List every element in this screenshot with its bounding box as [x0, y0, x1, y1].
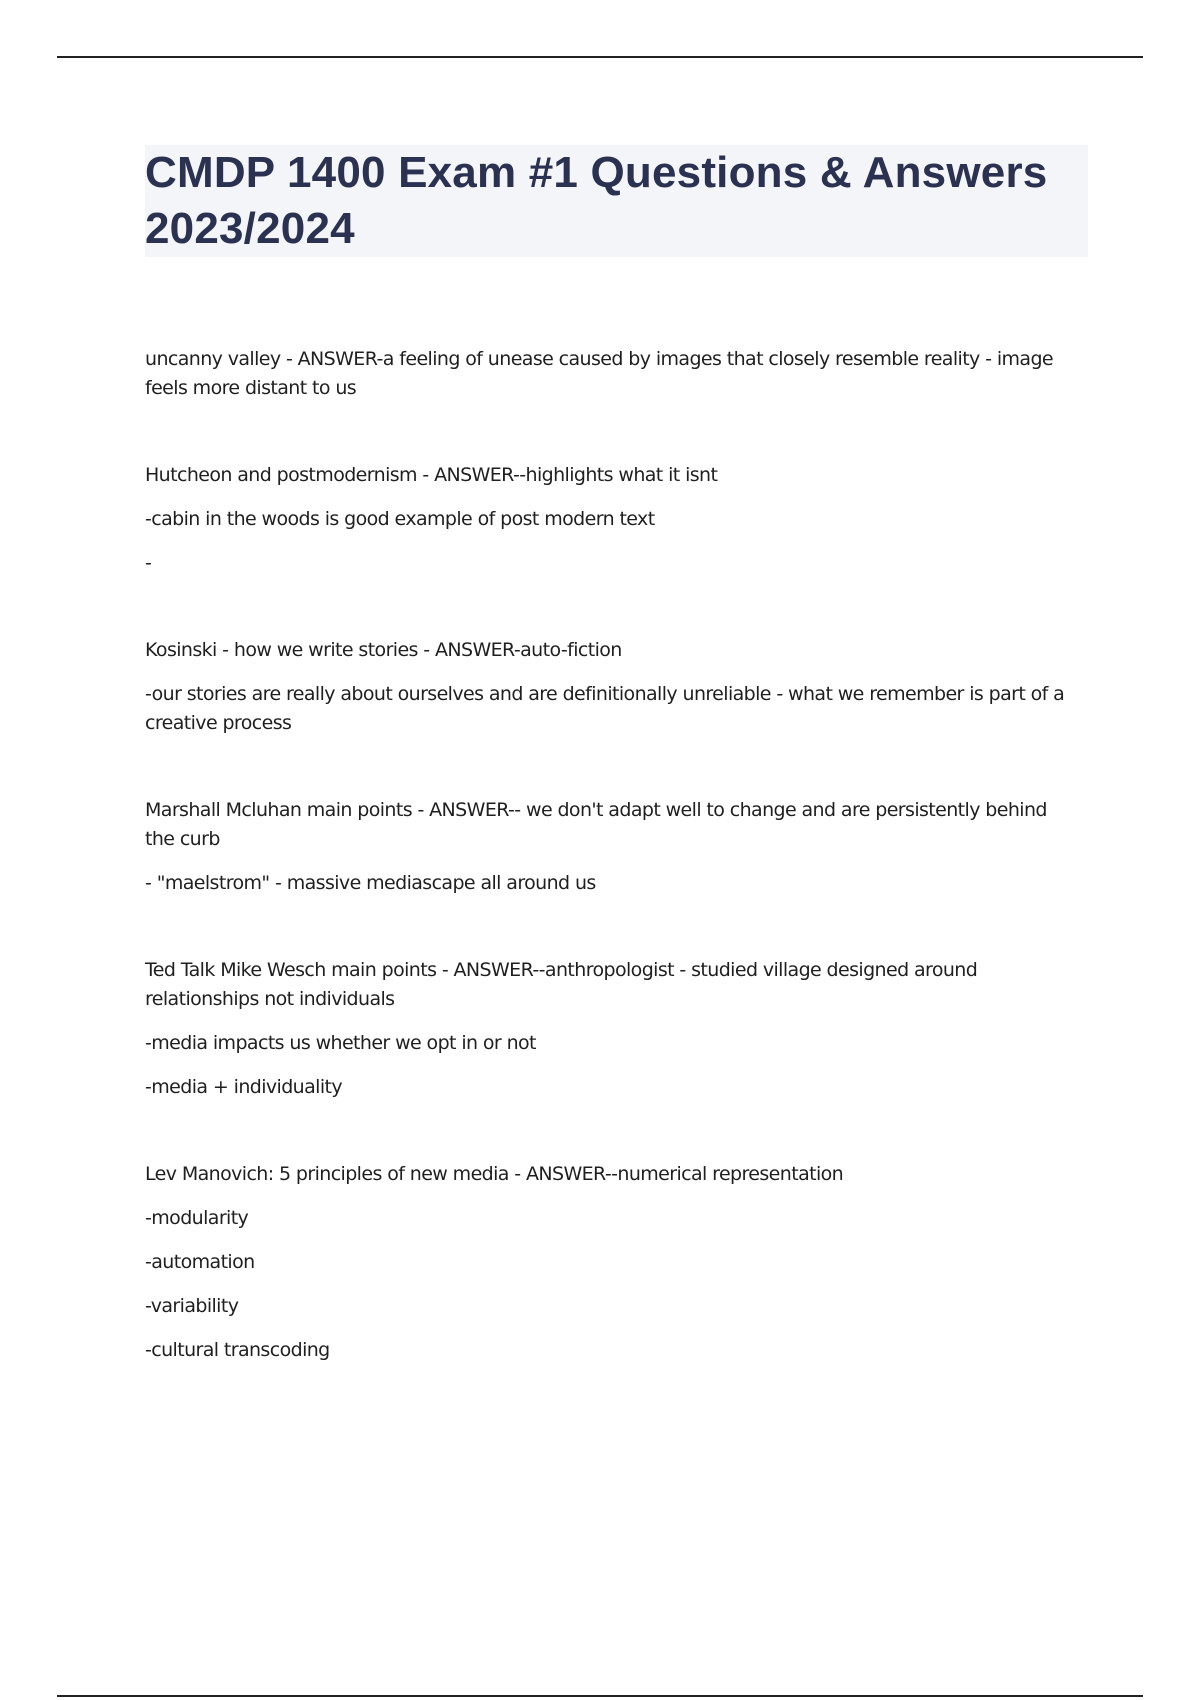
qa-line: -our stories are really about ourselves and are definitionally unreliable - what we remember is part of a creative process	[145, 683, 1065, 734]
document-title: CMDP 1400 Exam #1 Questions & Answers 2023/2024	[145, 148, 1048, 253]
qa-item	[145, 636, 1080, 738]
qa-line: -media impacts us whether we opt in or not	[145, 1032, 536, 1054]
qa-item	[145, 956, 1080, 1102]
qa-item	[145, 345, 1080, 403]
footer-rule	[57, 1695, 1143, 1697]
qa-line: Marshall Mcluhan main points - ANSWER-- we don't adapt well to change and are persistently behind the curb	[145, 799, 1047, 850]
qa-line: Lev Manovich: 5 principles of new media - ANSWER--numerical representation	[145, 1163, 844, 1185]
qa-line: Kosinski - how we write stories - ANSWER-auto-fiction	[145, 639, 622, 661]
qa-item	[145, 796, 1080, 898]
header-rule	[57, 56, 1143, 58]
qa-line: -	[145, 552, 152, 574]
qa-line: -cabin in the woods is good example of post modern text	[145, 508, 655, 530]
title-banner	[145, 145, 1088, 257]
qa-line: - "maelstrom" - massive mediascape all around us	[145, 872, 596, 894]
qa-line: -variability	[145, 1295, 239, 1317]
qa-line: -media + individuality	[145, 1076, 343, 1098]
qa-line: Ted Talk Mike Wesch main points - ANSWER--anthropologist - studied village designed around relationships not individuals	[145, 959, 978, 1010]
qa-line: uncanny valley - ANSWER-a feeling of unease caused by images that closely resemble reality - image feels more distant to us	[145, 348, 1054, 399]
qa-item	[145, 461, 1080, 578]
qa-line: -cultural transcoding	[145, 1339, 330, 1361]
qa-line: Hutcheon and postmodernism - ANSWER--highlights what it isnt	[145, 464, 718, 486]
qa-line: -modularity	[145, 1207, 249, 1229]
qa-item	[145, 1160, 1080, 1365]
qa-line: -automation	[145, 1251, 255, 1273]
qa-list	[145, 345, 1080, 1423]
